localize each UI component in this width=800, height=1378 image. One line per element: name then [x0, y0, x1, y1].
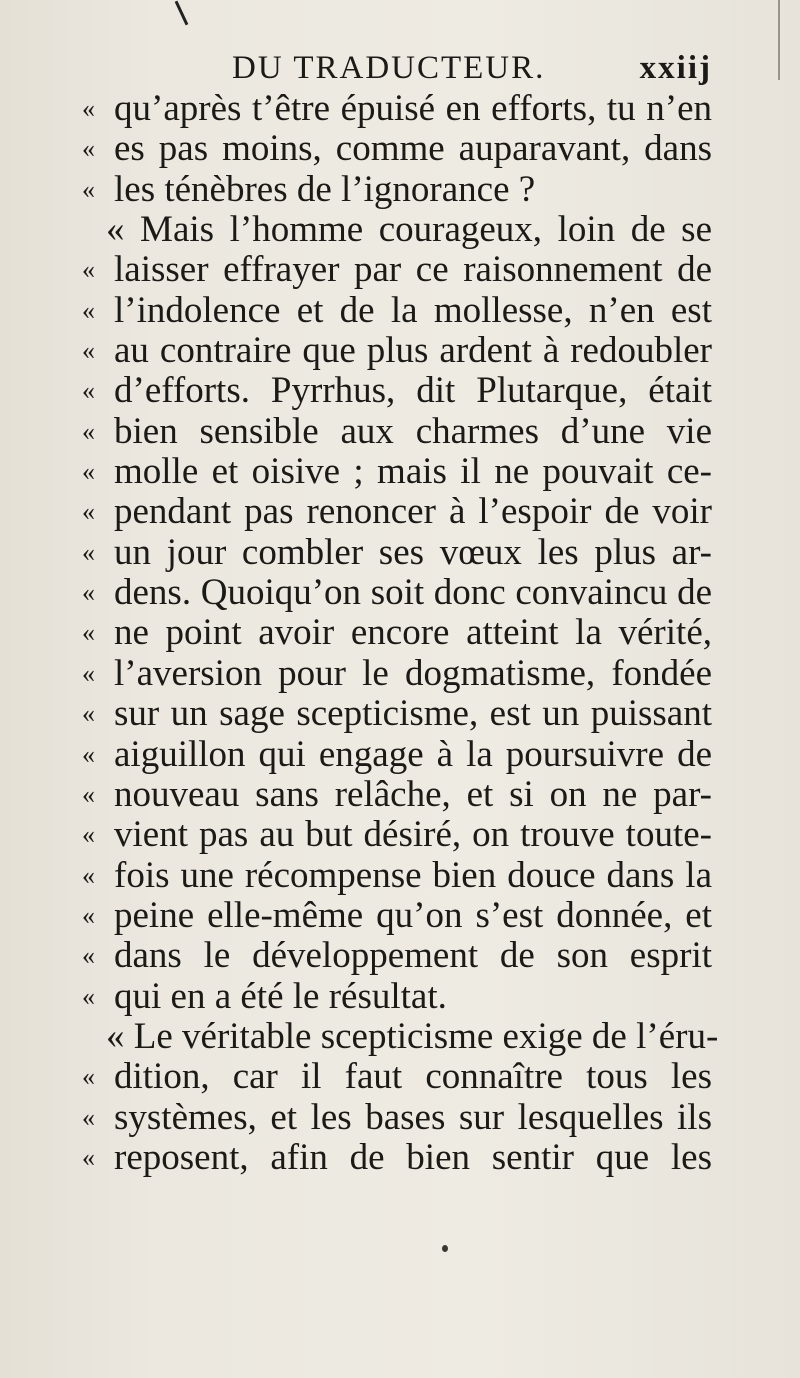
- line-text: systèmes, et les bases sur lesquelles ils: [114, 1096, 712, 1138]
- text-line: [82, 1056, 712, 1098]
- line-text: peine elle-même qu’on s’est donnée, et: [114, 894, 712, 936]
- quote-marker: «: [82, 174, 95, 204]
- quote-marker: «: [82, 941, 95, 971]
- text-line: [82, 894, 712, 936]
- quote-marker: «: [82, 699, 95, 729]
- quote-marker: «: [82, 618, 95, 648]
- text-line: [82, 693, 712, 735]
- text-line: [82, 733, 712, 775]
- text-line: [82, 975, 712, 1017]
- page-edge-shadow: [778, 0, 780, 80]
- text-line: [82, 88, 712, 129]
- text-line: [82, 814, 712, 856]
- quote-marker: «: [82, 1062, 95, 1092]
- text-line: [82, 1096, 712, 1138]
- text-line: [82, 168, 712, 210]
- quote-marker: «: [82, 537, 95, 567]
- line-text: aiguillon qui engage à la poursuivre de: [114, 733, 712, 775]
- quote-marker: «: [82, 295, 95, 325]
- line-text: d’efforts. Pyrrhus, dit Plutarque, était: [114, 370, 712, 412]
- line-text: « Le véritable scepticisme exige de l’éru-: [106, 1015, 719, 1057]
- line-text: nouveau sans relâche, et si on ne par-: [114, 773, 712, 815]
- line-text: bien sensible aux charmes d’une vie: [114, 410, 712, 452]
- quote-marker: «: [82, 900, 95, 930]
- line-text: « Mais l’homme courageux, loin de se: [106, 209, 712, 251]
- text-line: [82, 935, 712, 977]
- line-text: molle et oisive ; mais il ne pouvait ce-: [114, 451, 712, 493]
- text-line: [86, 1015, 719, 1057]
- quote-marker: «: [82, 779, 95, 809]
- text-line: [82, 370, 712, 412]
- line-text: qui en a été le résultat.: [114, 975, 447, 1017]
- quote-marker: «: [82, 578, 95, 608]
- text-line: [82, 330, 712, 372]
- text-line: [82, 1136, 712, 1178]
- line-text: pendant pas renoncer à l’espoir de voir: [114, 491, 712, 533]
- text-line: [82, 491, 712, 533]
- text-line: [82, 773, 712, 815]
- text-line: [82, 451, 712, 493]
- ink-speck: [442, 1245, 448, 1252]
- quote-marker: «: [82, 255, 95, 285]
- quote-marker: «: [82, 416, 95, 446]
- text-line: [82, 612, 712, 654]
- line-text: dans le développement de son esprit: [114, 935, 712, 977]
- text-line: [82, 410, 712, 452]
- line-text: laisser effrayer par ce raisonnement de: [114, 249, 712, 291]
- line-text: dition, car il faut connaître tous les: [114, 1056, 712, 1098]
- running-title: DU TRADUCTEUR.: [232, 50, 546, 86]
- quote-marker: «: [82, 658, 95, 688]
- text-line: [86, 210, 712, 250]
- quote-marker: «: [82, 739, 95, 769]
- text-line: [82, 572, 712, 614]
- line-text: fois une récompense bien douce dans la: [114, 854, 712, 896]
- running-header: [232, 50, 712, 90]
- line-text: l’indolence et de la mollesse, n’en est: [114, 289, 712, 331]
- quote-marker: «: [82, 457, 95, 487]
- line-text: reposent, afin de bien sentir que les: [114, 1136, 712, 1178]
- quote-marker: «: [82, 1142, 95, 1172]
- line-text: au contraire que plus ardent à redoubler: [114, 330, 712, 372]
- line-text: vient pas au but désiré, on trouve toute-: [114, 814, 712, 856]
- quote-marker: «: [82, 376, 95, 406]
- quote-marker: «: [82, 1102, 95, 1132]
- ink-mark: [175, 1, 189, 26]
- quote-marker: «: [82, 497, 95, 527]
- text-line: [82, 531, 712, 573]
- quote-marker: «: [82, 134, 95, 164]
- line-text: l’aversion pour le dogmatisme, fondée: [114, 652, 712, 694]
- quote-marker: «: [82, 336, 95, 366]
- text-line: [82, 289, 712, 331]
- line-text: les ténèbres de l’ignorance ?: [114, 168, 536, 210]
- text-line: [82, 249, 712, 291]
- line-text: es pas moins, comme auparavant, dans: [114, 128, 712, 170]
- line-text: un jour combler ses vœux les plus ar-: [114, 531, 712, 573]
- text-line: [82, 128, 712, 170]
- text-line: [82, 652, 712, 694]
- text-line: [82, 854, 712, 896]
- page-number: xxiij: [639, 50, 712, 86]
- line-text: qu’après t’être épuisé en efforts, tu n’en: [114, 88, 712, 129]
- body-text: [82, 88, 766, 1178]
- line-text: ne point avoir encore atteint la vérité,: [114, 612, 712, 654]
- quote-marker: «: [82, 860, 95, 890]
- quote-marker: «: [82, 981, 95, 1011]
- quote-marker: «: [82, 94, 95, 123]
- line-text: dens. Quoiqu’on soit donc convaincu de: [114, 572, 712, 614]
- quote-marker: «: [82, 820, 95, 850]
- line-text: sur un sage scepticisme, est un puissant: [114, 693, 712, 735]
